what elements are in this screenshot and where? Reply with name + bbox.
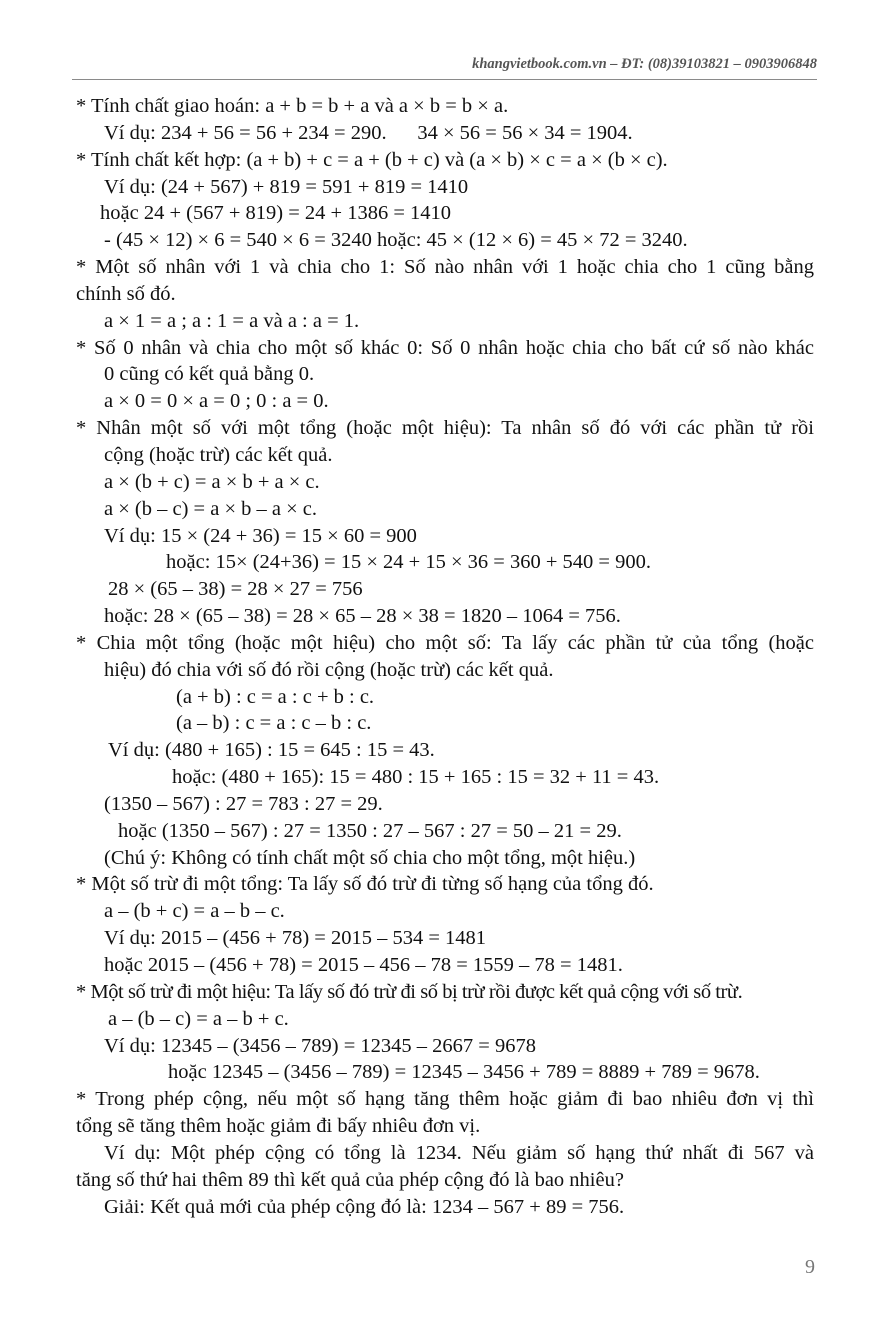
text-line: a × 1 = a ; a : 1 = a và a : a = 1. <box>104 309 360 332</box>
text-line: a × (b + c) = a × b + a × c. <box>104 470 320 493</box>
text-line: hoặc: 28 × (65 – 38) = 28 × 65 – 28 × 38 = 1820 – 1064 = 756. <box>104 605 621 628</box>
text-line: * Một số nhân với 1 và chia cho 1: Số nào nhân với 1 hoặc chia cho 1 cũng bằng <box>76 256 814 279</box>
text-line: * Số 0 nhân và chia cho một số khác 0: Số 0 nhân hoặc chia cho bất cứ số nào khác <box>76 336 814 359</box>
text-line: * Trong phép cộng, nếu một số hạng tăng thêm hoặc giảm đi bao nhiêu đơn vị thì <box>76 1088 814 1111</box>
text-line: 28 × (65 – 38) = 28 × 27 = 756 <box>108 578 363 601</box>
text-line: tăng số thứ hai thêm 89 thì kết quả của phép cộng đó là bao nhiêu? <box>76 1168 624 1191</box>
text-line: chính số đó. <box>76 282 176 305</box>
text-line: hoặc 24 + (567 + 819) = 24 + 1386 = 1410 <box>100 202 452 225</box>
text-line: * Một số trừ đi một hiệu: Ta lấy số đó trừ đi số bị trừ rồi được kết quả cộng với số trừ. <box>76 980 743 1003</box>
text-line: hoặc (1350 – 567) : 27 = 1350 : 27 – 567 : 27 = 50 – 21 = 29. <box>118 819 622 842</box>
text-line: hoặc 2015 – (456 + 78) = 2015 – 456 – 78 = 1559 – 78 = 1481. <box>104 954 623 976</box>
text-line: a – (b + c) = a – b – c. <box>104 900 285 923</box>
text-line: hiệu) đó chia với số đó rồi cộng (hoặc trừ) các kết quả. <box>104 658 554 681</box>
text-line: * Tính chất kết hợp: (a + b) + c = a + (b + c) và (a × b) × c = a × (b × c). <box>76 148 668 171</box>
text-line: * Chia một tổng (hoặc một hiệu) cho một số: Ta lấy các phần tử của tổng (hoặc <box>76 631 814 654</box>
text-line: hoặc: 15× (24+36) = 15 × 24 + 15 × 36 = 360 + 540 = 900. <box>166 551 651 574</box>
text-line: (a – b) : c = a : c – b : c. <box>176 712 372 735</box>
text-line: Ví dụ: 2015 – (456 + 78) = 2015 – 534 = 1481 <box>104 927 487 950</box>
text-line: Ví dụ: (24 + 567) + 819 = 591 + 819 = 1410 <box>104 175 469 198</box>
text-line: tổng sẽ tăng thêm hoặc giảm đi bấy nhiêu đơn vị. <box>76 1115 481 1138</box>
text-line: * Một số trừ đi một tổng: Ta lấy số đó trừ đi từng số hạng của tổng đó. <box>76 873 654 896</box>
text-line: * Nhân một số với một tổng (hoặc một hiệu): Ta nhân số đó với các phần tử rồi <box>76 417 814 440</box>
page-header: khangvietbook.com.vn – ĐT: (08)39103821 – 0903906848 <box>472 56 817 72</box>
page-number: 9 <box>805 1256 815 1278</box>
text-line: Giải: Kết quả mới của phép cộng đó là: 1234 – 567 + 89 = 756. <box>104 1195 625 1218</box>
page-content <box>76 93 814 1220</box>
text-line: - (45 × 12) × 6 = 540 × 6 = 3240 hoặc: 45 × (12 × 6) = 45 × 72 = 3240. <box>104 229 688 252</box>
text-line: cộng (hoặc trừ) các kết quả. <box>104 443 333 466</box>
text-line: Ví dụ: 234 + 56 = 56 + 234 = 290. 34 × 56 = 56 × 34 = 1904. <box>104 121 633 144</box>
text-line: hoặc: (480 + 165): 15 = 480 : 15 + 165 : 15 = 32 + 11 = 43. <box>172 766 660 789</box>
text-line: (Chú ý: Không có tính chất một số chia cho một tổng, một hiệu.) <box>104 846 636 869</box>
text-line: a – (b – c) = a – b + c. <box>108 1007 289 1030</box>
text-line: * Tính chất giao hoán: a + b = b + a và a × b = b × a. <box>76 95 509 117</box>
header-divider <box>72 79 817 80</box>
text-line: (1350 – 567) : 27 = 783 : 27 = 29. <box>104 792 383 815</box>
text-line: Ví dụ: 15 × (24 + 36) = 15 × 60 = 900 <box>104 524 417 547</box>
text-line: a × 0 = 0 × a = 0 ; 0 : a = 0. <box>104 390 329 413</box>
text-line: Ví dụ: Một phép cộng có tổng là 1234. Nếu giảm số hạng thứ nhất đi 567 và <box>104 1141 814 1164</box>
text-line: Ví dụ: 12345 – (3456 – 789) = 12345 – 2667 = 9678 <box>104 1034 536 1057</box>
text-line: hoặc 12345 – (3456 – 789) = 12345 – 3456 + 789 = 8889 + 789 = 9678. <box>168 1061 760 1084</box>
text-line: 0 cũng có kết quả bằng 0. <box>104 363 315 386</box>
text-line: a × (b – c) = a × b – a × c. <box>104 497 318 520</box>
text-line: Ví dụ: (480 + 165) : 15 = 645 : 15 = 43. <box>108 739 435 762</box>
text-line: (a + b) : c = a : c + b : c. <box>176 685 375 708</box>
